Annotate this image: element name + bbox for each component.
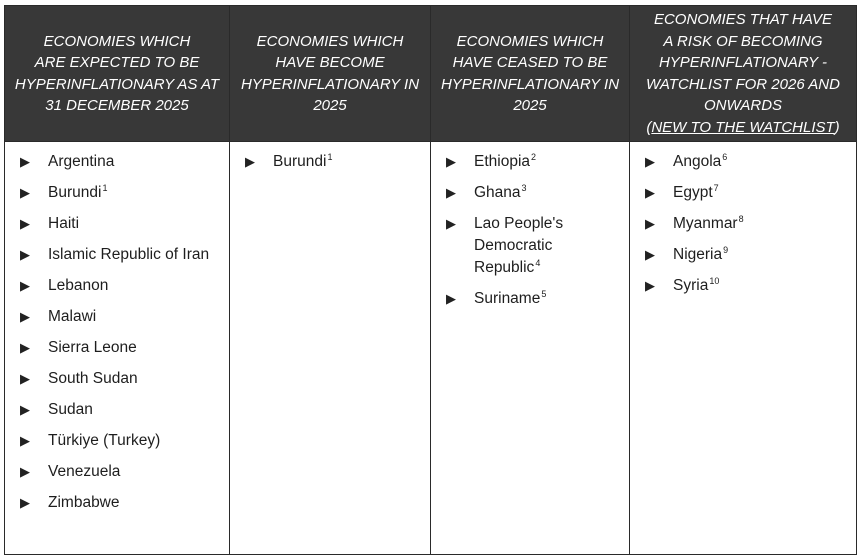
header-became-hyperinflationary	[230, 6, 431, 142]
list-item	[245, 151, 422, 173]
country-name: Republic	[474, 259, 535, 276]
header-line: ECONOMIES WHICH	[43, 32, 191, 50]
list-item	[20, 337, 221, 359]
right-triangle-icon: ▶	[645, 247, 655, 262]
country-name: Ethiopia	[474, 153, 531, 170]
header-line: 31 DECEMBER 2025	[45, 97, 189, 114]
country-name: Türkiye (Turkey)	[48, 432, 161, 449]
header-line: 2025	[313, 97, 347, 114]
right-triangle-icon: ▶	[20, 402, 30, 417]
list-item	[446, 182, 621, 204]
header-line: WATCHLIST FOR 2026 AND	[646, 75, 840, 93]
list-item	[446, 288, 621, 310]
footnote-marker: 10	[709, 276, 720, 286]
list-item	[446, 151, 621, 173]
right-triangle-icon: ▶	[20, 309, 30, 324]
header-line: HAVE BECOME	[275, 54, 385, 71]
ceased-cell	[431, 142, 630, 555]
country-name: Lao People's	[474, 215, 564, 232]
header-line: HYPERINFLATIONARY AS AT	[14, 75, 220, 93]
right-triangle-icon: ▶	[20, 340, 30, 355]
header-line: ECONOMIES WHICH	[256, 32, 404, 50]
right-triangle-icon: ▶	[446, 154, 456, 169]
country-name: Ghana	[474, 184, 521, 201]
footnote-marker: 5	[541, 289, 547, 299]
header-line: HYPERINFLATIONARY IN	[440, 75, 620, 93]
country-name: Sierra Leone	[48, 339, 137, 356]
list-item	[645, 244, 848, 266]
list-item	[645, 151, 848, 173]
footnote-marker: 9	[723, 245, 729, 255]
header-watchlist	[630, 6, 857, 142]
footnote-marker: 8	[738, 214, 744, 224]
list-item	[20, 213, 221, 235]
right-triangle-icon: ▶	[20, 464, 30, 479]
header-line: ARE EXPECTED TO BE	[34, 54, 200, 71]
list-item	[20, 492, 221, 514]
right-triangle-icon: ▶	[645, 154, 655, 169]
list-item	[645, 213, 848, 235]
header-line: ECONOMIES THAT HAVE	[653, 11, 833, 28]
header-note-close: )	[834, 118, 840, 136]
country-name: Suriname	[474, 290, 541, 307]
footnote-marker: 4	[535, 258, 541, 268]
right-triangle-icon: ▶	[645, 278, 655, 293]
watchlist-cell	[630, 142, 857, 555]
right-triangle-icon: ▶	[446, 291, 456, 306]
footnote-marker: 2	[531, 152, 537, 162]
header-line: A RISK OF BECOMING	[663, 32, 823, 50]
list-item	[20, 244, 221, 266]
footnote-marker: 1	[327, 152, 333, 162]
right-triangle-icon: ▶	[20, 433, 30, 448]
country-name: Egypt	[673, 184, 713, 201]
watchlist-list	[645, 151, 848, 297]
header-line: ECONOMIES WHICH	[456, 32, 604, 50]
country-name: Sudan	[48, 401, 93, 418]
country-name: Democratic	[474, 237, 553, 254]
header-row	[5, 6, 857, 142]
expected-list	[20, 151, 221, 514]
country-name: Islamic Republic of Iran	[48, 246, 210, 263]
right-triangle-icon: ▶	[20, 185, 30, 200]
header-line: HAVE CEASED TO BE	[452, 54, 608, 71]
list-item	[446, 213, 621, 279]
right-triangle-icon: ▶	[645, 185, 655, 200]
header-line: 2025	[513, 97, 547, 114]
right-triangle-icon: ▶	[20, 247, 30, 262]
became-list	[245, 151, 422, 173]
footnote-marker: 6	[722, 152, 728, 162]
list-item	[20, 430, 221, 452]
ceased-list	[446, 151, 621, 310]
body-row	[5, 142, 857, 555]
country-name: Venezuela	[48, 463, 121, 480]
list-item	[20, 306, 221, 328]
expected-cell	[5, 142, 230, 555]
list-item	[20, 399, 221, 421]
footnote-marker: 7	[713, 183, 719, 193]
header-note-open: (	[646, 118, 652, 136]
right-triangle-icon: ▶	[20, 278, 30, 293]
country-name: Angola	[673, 153, 722, 170]
right-triangle-icon: ▶	[20, 216, 30, 231]
right-triangle-icon: ▶	[446, 216, 456, 231]
footnote-marker: 3	[521, 183, 527, 193]
header-line: ONWARDS	[703, 97, 783, 114]
right-triangle-icon: ▶	[245, 154, 255, 169]
right-triangle-icon: ▶	[20, 154, 30, 169]
country-name: Burundi	[273, 153, 327, 170]
header-expected-hyperinflationary	[5, 6, 230, 142]
country-name: Nigeria	[673, 246, 723, 263]
list-item	[20, 182, 221, 204]
right-triangle-icon: ▶	[20, 495, 30, 510]
country-name: South Sudan	[48, 370, 138, 387]
country-name: Zimbabwe	[48, 494, 120, 511]
hyperinflation-table	[4, 5, 857, 555]
country-name: Argentina	[48, 153, 115, 170]
list-item	[645, 275, 848, 297]
header-note	[636, 117, 850, 139]
list-item	[20, 461, 221, 483]
right-triangle-icon: ▶	[446, 185, 456, 200]
right-triangle-icon: ▶	[645, 216, 655, 231]
became-cell	[230, 142, 431, 555]
header-line: HYPERINFLATIONARY IN	[240, 75, 420, 93]
list-item	[20, 275, 221, 297]
country-name: Lebanon	[48, 277, 109, 294]
list-item	[20, 368, 221, 390]
header-line: HYPERINFLATIONARY -	[658, 54, 828, 71]
country-name: Burundi	[48, 184, 102, 201]
country-name: Myanmar	[673, 215, 738, 232]
country-name: Haiti	[48, 215, 80, 232]
footnote-marker: 1	[102, 183, 108, 193]
right-triangle-icon: ▶	[20, 371, 30, 386]
list-item	[645, 182, 848, 204]
country-name: Syria	[673, 277, 709, 294]
header-ceased-hyperinflationary	[431, 6, 630, 142]
country-name: Malawi	[48, 308, 97, 325]
header-note-text: NEW TO THE WATCHLIST	[651, 118, 835, 136]
list-item	[20, 151, 221, 173]
